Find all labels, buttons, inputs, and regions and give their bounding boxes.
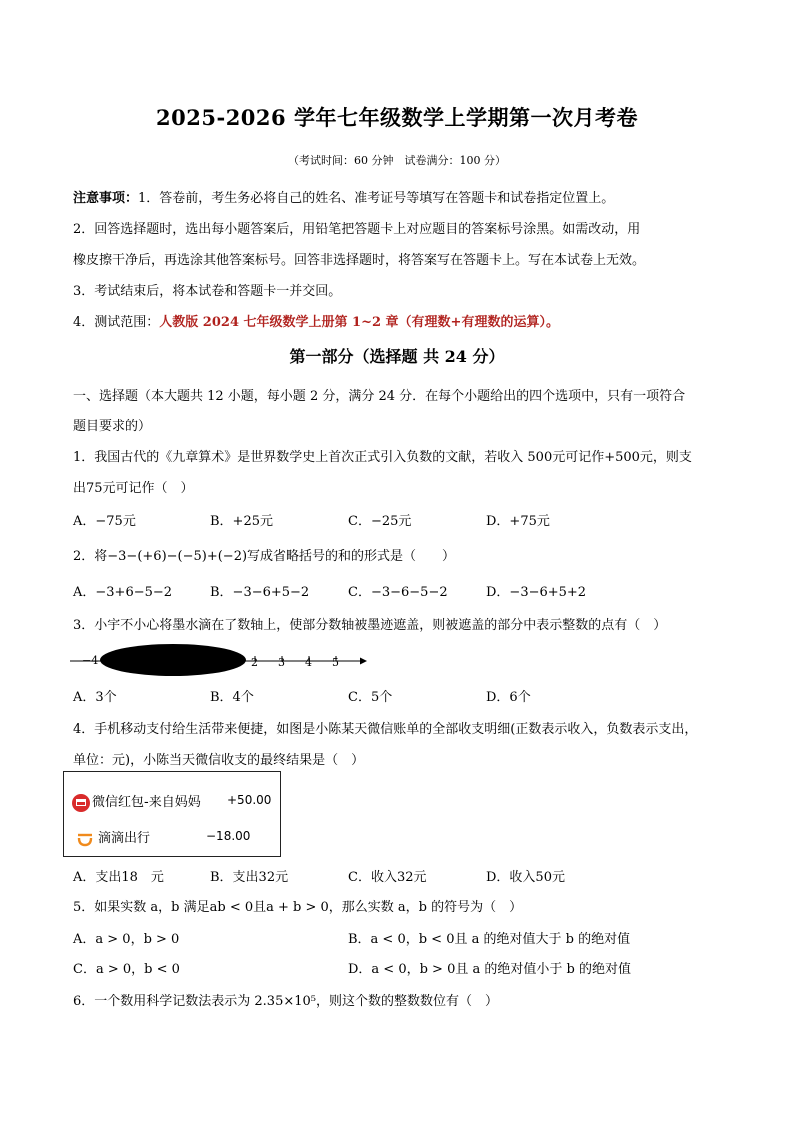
bill-row-redpacket: [72, 791, 201, 812]
q1-option-b: B．+25元: [210, 514, 273, 529]
tick-label-5: 5: [332, 656, 339, 669]
q2-option-d: D．−3−6+5+2: [486, 585, 587, 600]
tick-label-2: 2: [251, 656, 258, 669]
intro-line-2: 题目要求的）: [73, 419, 152, 434]
q5-stem: 5．如果实数 a，b 满足ab < 0且a + b > 0，那么实数 a，b 的符号为（ ）: [73, 900, 523, 915]
notes-heading: 注意事项：: [73, 191, 139, 206]
q1-stem-line-1: 1．我国古代的《九章算术》是世界数学史上首次正式引入负数的文献，若收入 500元可记作+500元，则支: [73, 450, 692, 465]
q5-option-c: C．a > 0，b < 0: [73, 962, 180, 977]
q3-option-b: B．4个: [210, 690, 254, 705]
number-line-figure: [70, 641, 370, 679]
q1-option-a: A．−75元: [73, 514, 136, 529]
page-title: 2025-2026 学年七年级数学上学期第一次月考卷: [156, 105, 638, 130]
q4-stem-line-2: 单位：元)，小陈当天微信收支的最终结果是（ ）: [73, 753, 365, 768]
tick-label-neg4: −4: [82, 654, 99, 667]
q5-option-b: B．a < 0，b < 0且 a 的绝对值大于 b 的绝对值: [348, 932, 631, 947]
q3-option-d: D．6个: [486, 690, 531, 705]
q3-stem: 3．小宇不小心将墨水滴在了数轴上，使部分数轴被墨迹遮盖，则被遮盖的部分中表示整数的点有（ ）: [73, 618, 667, 633]
red-envelope-icon: [72, 794, 90, 812]
section-title: 第一部分（选择题 共 24 分）: [289, 347, 505, 366]
bill-item-amount: −18.00: [206, 829, 251, 843]
note-1: 1．答卷前，考生务必将自己的姓名、准考证号等填写在答题卡和试卷指定位置上。: [138, 191, 615, 206]
note-4-range: 人教版 2024 七年级数学上册第 1~2 章（有理数+有理数的运算）。: [159, 315, 559, 330]
wechat-bill-figure: [63, 771, 281, 857]
q3-option-a: A．3个: [73, 690, 117, 705]
q5-option-a: A．a > 0，b > 0: [73, 932, 180, 947]
note-3: 3．考试结束后，将本试卷和答题卡一并交回。: [73, 284, 342, 299]
q4-stem-line-1: 4．手机移动支付给生活带来便捷，如图是小陈某天微信账单的全部收支明细(正数表示收入，负数表示支出，: [73, 722, 698, 737]
bill-item-name: 微信红包-来自妈妈: [92, 795, 201, 810]
q4-option-a: A．支出18 元: [73, 870, 164, 885]
bill-row-didi: [76, 827, 150, 848]
note-2b: 橡皮擦干净后，再选涂其他答案标号。回答非选择题时，将答案写在答题卡上。写在本试卷上无效。: [73, 253, 646, 268]
q2-option-b: B．−3−6+5−2: [210, 585, 310, 600]
q1-option-c: C．−25元: [348, 514, 412, 529]
bill-item-name: 滴滴出行: [98, 831, 151, 846]
intro-line-1: 一、选择题（本大题共 12 小题，每小题 2 分，满分 24 分．在每个小题给出的四个选项中，只有一项符合: [73, 389, 686, 404]
q4-option-b: B．支出32元: [210, 870, 289, 885]
q2-stem: 2．将−3−(+6)−(−5)+(−2)写成省略括号的和的形式是（ ）: [73, 549, 456, 564]
bill-item-amount: +50.00: [227, 793, 272, 807]
q2-option-a: A．−3+6−5−2: [73, 585, 173, 600]
q3-option-c: C．5个: [348, 690, 393, 705]
notes-line-1: [73, 187, 614, 206]
q6-stem: 6．一个数用科学记数法表示为 2.35×10⁵，则这个数的整数数位有（ ）: [73, 994, 498, 1009]
tick-label-3: 3: [278, 656, 285, 669]
q5-option-d: D．a < 0，b > 0且 a 的绝对值小于 b 的绝对值: [348, 962, 631, 977]
tick-label-4: 4: [305, 656, 312, 669]
note-4: [73, 311, 559, 330]
note-4-prefix: 4．测试范围：: [73, 315, 160, 330]
note-2a: 2．回答选择题时，选出每小题答案后，用铅笔把答题卡上对应题目的答案标号涂黑。如需改动，用: [73, 222, 641, 237]
q4-option-c: C．收入32元: [348, 870, 427, 885]
exam-info: （考试时间：60 分钟 试卷满分：100 分）: [288, 154, 506, 167]
q1-stem-line-2: 出75元可记作（ ）: [73, 481, 194, 496]
q4-option-d: D．收入50元: [486, 870, 565, 885]
q2-option-c: C．−3−6−5−2: [348, 585, 448, 600]
q1-option-d: D．+75元: [486, 514, 550, 529]
ink-blot: [100, 644, 246, 676]
number-line-arrow: [360, 658, 367, 665]
didi-icon: [76, 830, 94, 848]
